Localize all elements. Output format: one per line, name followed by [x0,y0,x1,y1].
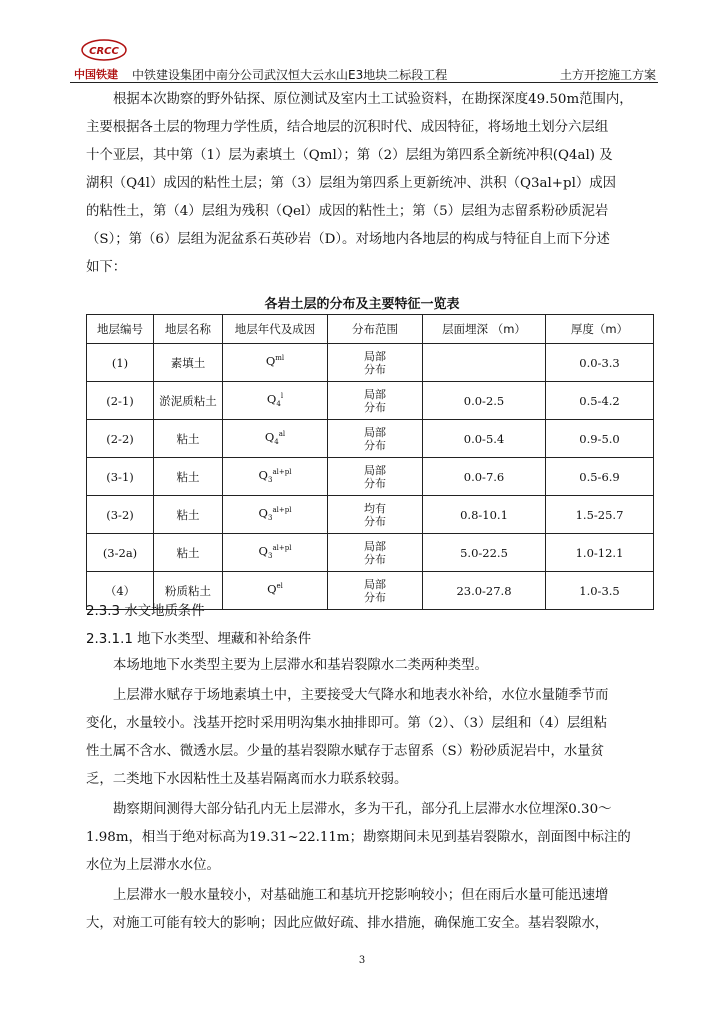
intro-line: 主要根据各土层的物理力学性质，结合地层的沉积时代、成因特征，将场地土划分六层组 [86,120,609,135]
col-header: 地层年代及成因 [223,315,328,344]
strata-table [86,314,654,610]
para-line: 乏，二类地下水因粘性土及基岩隔离而水力联系较弱。 [86,772,408,787]
stratum-name: 淤泥质粘土 [154,382,223,420]
stratum-age: $Q_3^{al+pl}$ [223,496,328,534]
stratum-name: 粉质粘土 [154,572,223,610]
intro-line: （S）；第（6）层组为泥盆系石英砂岩（D）。对场地内各地层的构成与特征自上而下分述 [86,232,610,247]
col-header: 厚度（m） [546,315,654,344]
intro-line: 的粘性土，第（4）层组为残积（Qel）成因的粘性土；第（5）层组为志留系粉砂质泥岩 [86,204,609,219]
para-line: 上层滞水一般水量较小，对基础施工和基坑开挖影响较小；但在雨后水量可能迅速增 [113,888,609,903]
stratum-thickness: 1.5-25.7 [546,496,654,534]
col-header: 层面埋深 （m） [423,315,546,344]
col-header: 分布范围 [328,315,423,344]
logo-text: 中国铁建 [74,68,118,81]
table-row [87,344,654,382]
stratum-distribution: 局部 分布 [328,572,423,610]
intro-line: 如下： [86,260,127,275]
stratum-age: $Q^{el}$ [223,572,328,610]
para-line: 上层滞水赋存于场地素填土中，主要接受大气降水和地表水补给，水位水量随季节而 [113,688,609,703]
stratum-id: (2-2) [87,420,154,458]
table-title: 各岩土层的分布及主要特征一览表 [264,297,460,312]
crcc-logo-icon [78,38,130,66]
stratum-depth: 0.0-5.4 [423,420,546,458]
para-line: 水位为上层滞水水位。 [86,858,220,873]
page-header [70,38,658,84]
stratum-depth: 0.0-7.6 [423,458,546,496]
table-row [87,458,654,496]
stratum-name: 粘土 [154,458,223,496]
stratum-thickness: 1.0-12.1 [546,534,654,572]
stratum-id: (3-2a) [87,534,154,572]
stratum-thickness: 0.0-3.3 [546,344,654,382]
perched-water-paragraph [86,682,654,794]
stratum-thickness: 1.0-3.5 [546,572,654,610]
stratum-depth: 5.0-22.5 [423,534,546,572]
intro-line: 根据本次勘察的野外钻探、原位测试及室内土工试验资料，在勘探深度49.50m范围内， [113,92,633,107]
stratum-distribution: 局部 分布 [328,458,423,496]
para-line: 本场地地下水类型主要为上层滞水和基岩裂隙水二类两种类型。 [113,658,488,673]
stratum-distribution: 局部 分布 [328,420,423,458]
intro-line: 湖积（Q4l）成因的粘性土层；第（3）层组为第四系上更新统冲、洪积（Q3al+pl）成因 [86,176,617,191]
stratum-id: (2-1) [87,382,154,420]
stratum-distribution: 局部 分布 [328,382,423,420]
stratum-thickness: 0.5-4.2 [546,382,654,420]
stratum-age: $Q^{ml}$ [223,344,328,382]
table-row [87,382,654,420]
stratum-depth: 0.0-2.5 [423,382,546,420]
para-line: 1.98m，相当于绝对标高为19.31~22.11m；勘察期间未见到基岩裂隙水，剖面图中标注的 [86,830,631,845]
stratum-name: 素填土 [154,344,223,382]
stratum-name: 粘土 [154,420,223,458]
stratum-age: $Q_4^l$ [223,382,328,420]
stratum-thickness: 0.5-6.9 [546,458,654,496]
document-type: 土方开挖施工方案 [559,68,656,82]
table-header-row [87,315,654,344]
stratum-name: 粘土 [154,496,223,534]
intro-line: 十个亚层，其中第（1）层为素填土（Qml）；第（2）层组为第四系全新统冲积(Q4al) 及 [86,148,613,163]
stratum-age: $Q_4^{al}$ [223,420,328,458]
project-title: 中铁建设集团中南分公司武汉恒大云水山E3地块二标段工程 [132,68,448,82]
stratum-depth [423,344,546,382]
para-line: 大，对施工可能有较大的影响；因此应做好疏、排水措施，确保施工安全。基岩裂隙水， [86,916,609,931]
subsection-heading: 2.3.1.1 地下水类型、埋藏和补给条件 [86,632,312,647]
page-number: 3 [358,955,366,966]
stratum-distribution: 均有 分布 [328,496,423,534]
para-line: 性土属不含水、微透水层。少量的基岩裂隙水赋存于志留系（S）粉砂质泥岩中，水量贫 [86,744,605,759]
table-row [87,420,654,458]
logo-mark: CRCC [89,46,119,57]
stratum-id: (3-2) [87,496,154,534]
stratum-age: $Q_3^{al+pl}$ [223,534,328,572]
stratum-distribution: 局部 分布 [328,344,423,382]
col-header: 地层名称 [154,315,223,344]
stratum-name: 粘土 [154,534,223,572]
effect-paragraph [86,882,654,938]
para-line: 变化，水量较小。浅基开挖时采用明沟集水抽排即可。第（2）、（3）层组和（4）层组粘 [86,716,607,731]
table-row [87,534,654,572]
survey-paragraph [86,796,654,880]
stratum-depth: 0.8-10.1 [423,496,546,534]
stratum-id: （4） [87,572,154,610]
col-header: 地层编号 [87,315,154,344]
water-type-paragraph [86,652,654,680]
section-heading: 2.3.3 水文地质条件 [86,604,205,619]
header-divider [70,82,658,83]
intro-paragraph [86,86,654,282]
stratum-thickness: 0.9-5.0 [546,420,654,458]
stratum-id: (1) [87,344,154,382]
stratum-id: (3-1) [87,458,154,496]
para-line: 勘察期间测得大部分钻孔内无上层滞水，多为干孔，部分孔上层滞水水位埋深0.30～ [113,802,612,817]
stratum-depth: 23.0-27.8 [423,572,546,610]
table-row [87,496,654,534]
stratum-age: $Q_3^{al+pl}$ [223,458,328,496]
stratum-distribution: 局部 分布 [328,534,423,572]
